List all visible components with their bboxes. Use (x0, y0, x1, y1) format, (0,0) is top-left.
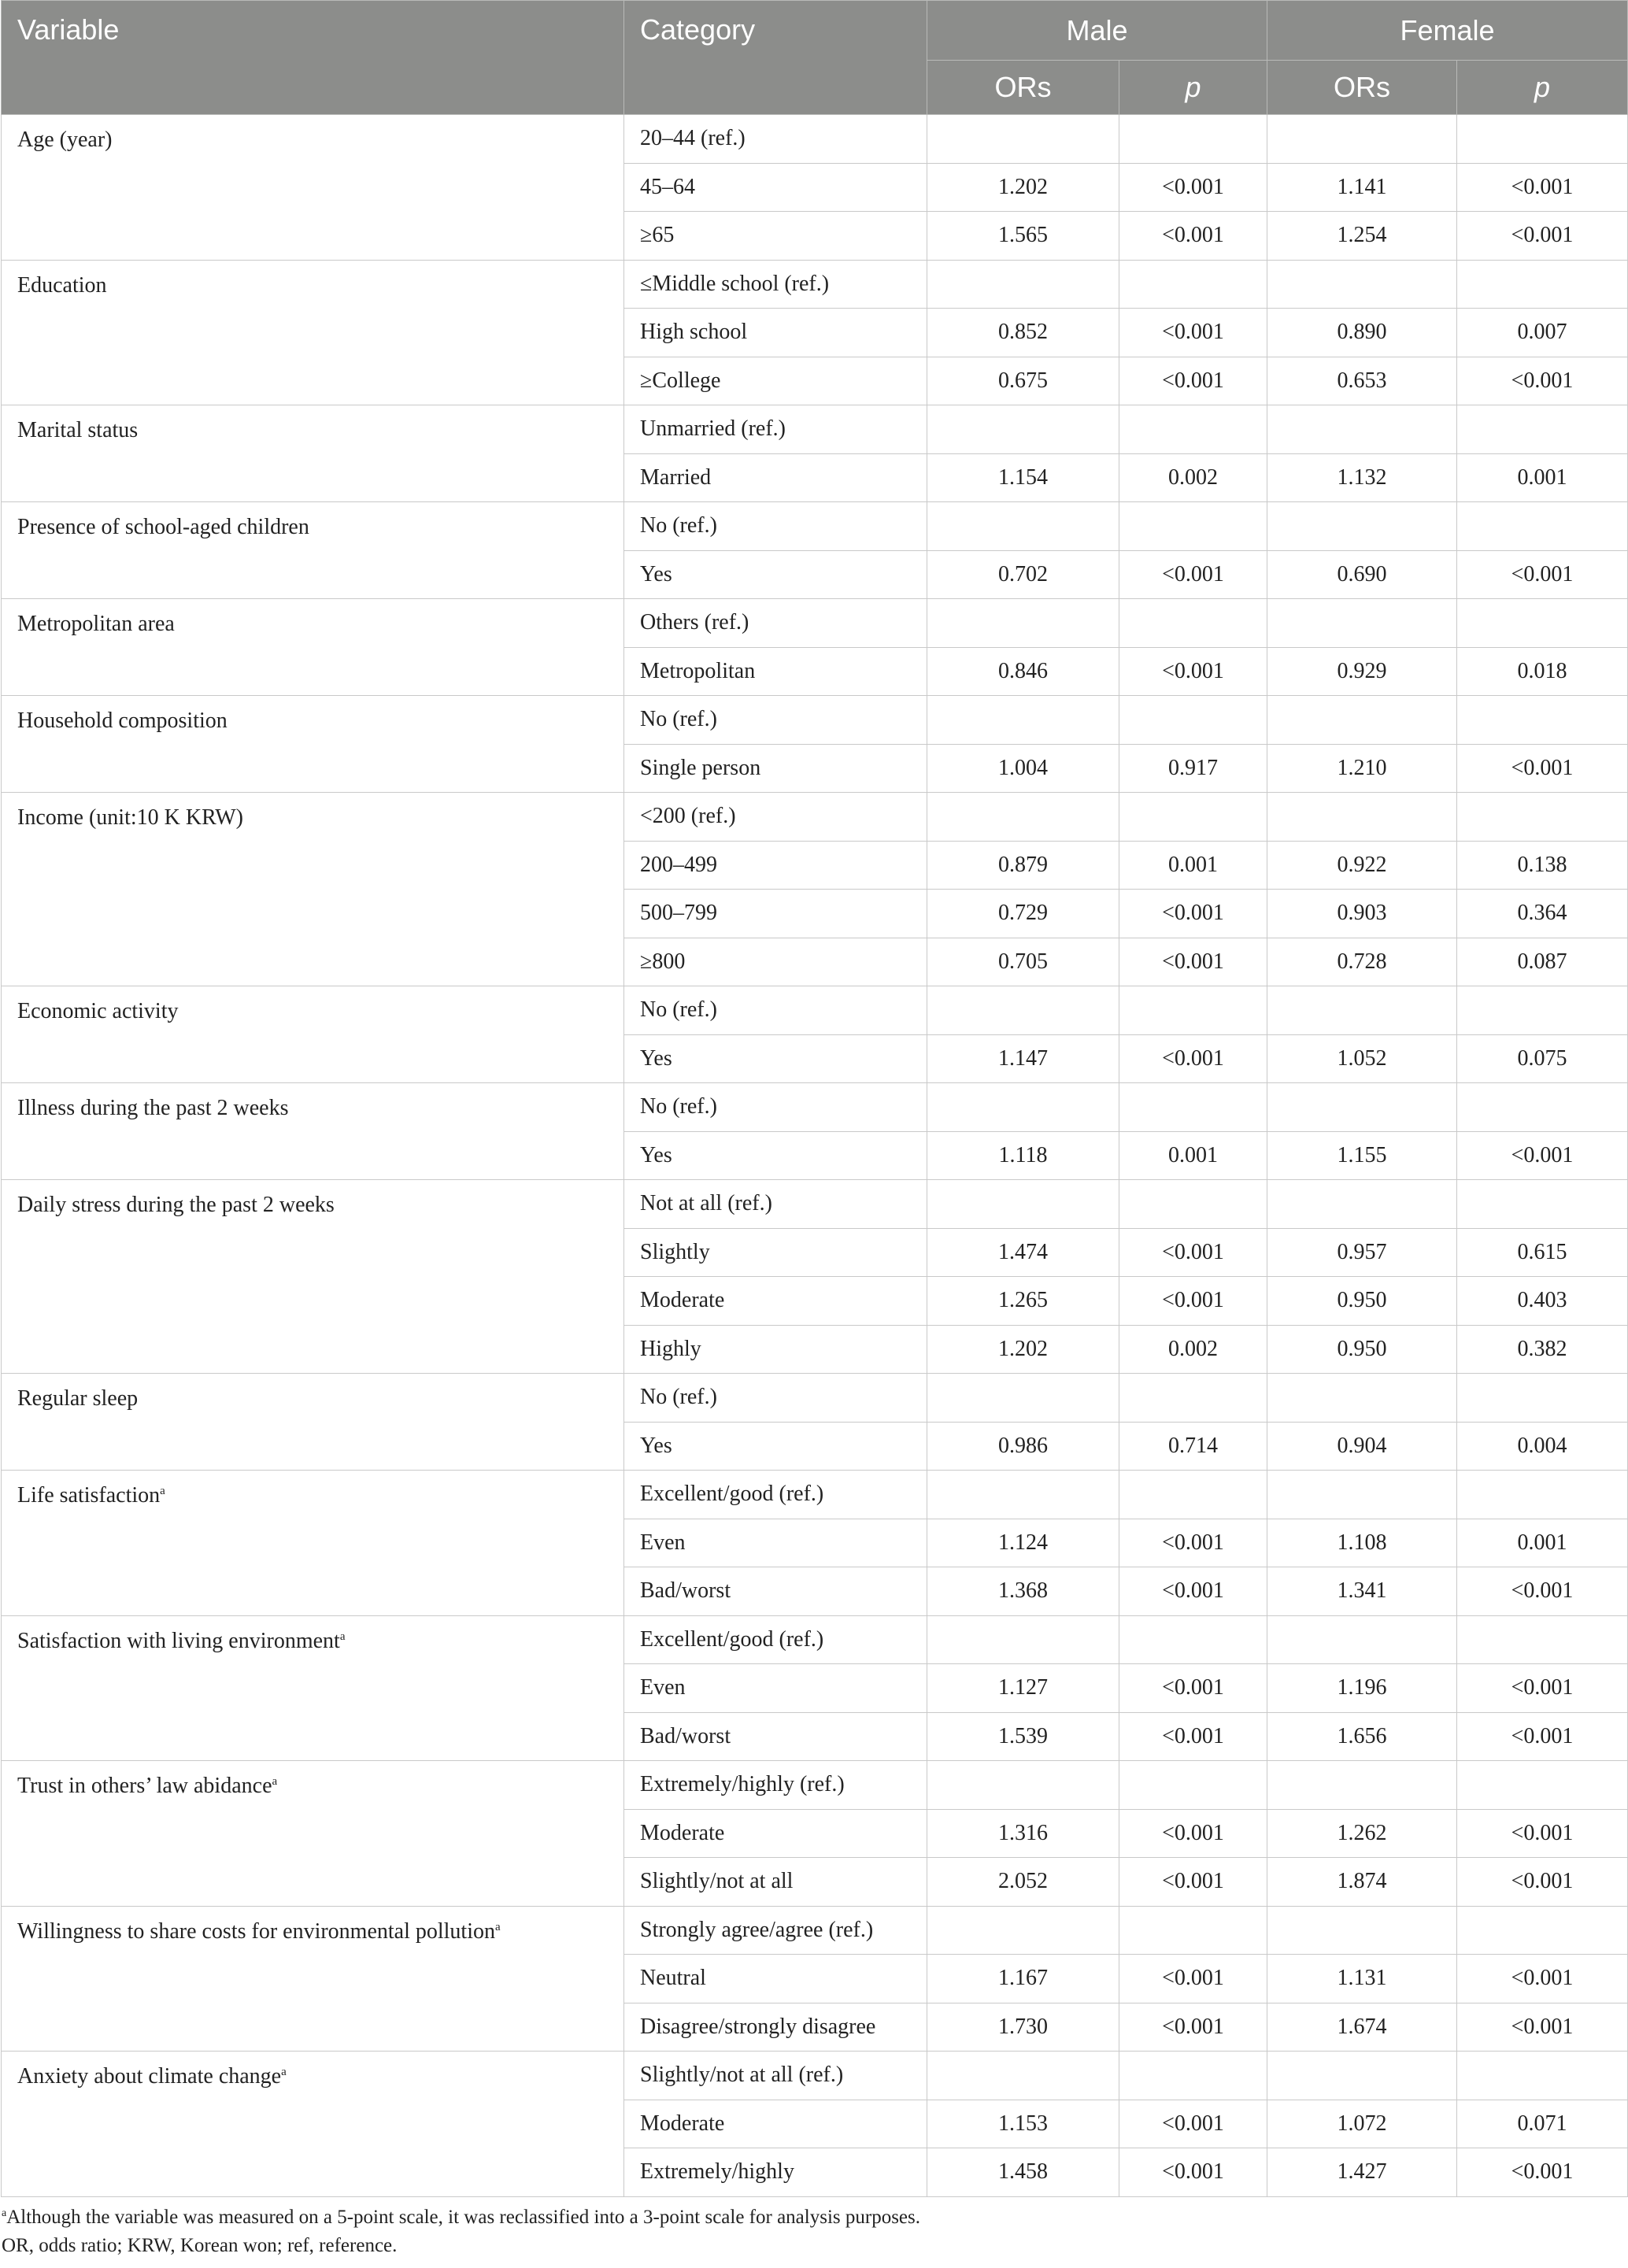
male-or-cell: 0.729 (927, 890, 1119, 938)
category-cell: No (ref.) (624, 986, 927, 1035)
female-p-cell: 0.382 (1457, 1325, 1628, 1374)
male-or-cell (927, 986, 1119, 1035)
variable-label: Illness during the past 2 weeks (17, 1096, 289, 1120)
variable-label: Household composition (17, 709, 228, 733)
male-or-cell (927, 2052, 1119, 2100)
variable-cell (2, 1471, 624, 1616)
female-or-cell (1267, 1615, 1457, 1664)
male-p-cell: <0.001 (1119, 1228, 1267, 1277)
category-cell: <200 (ref.) (624, 793, 927, 842)
table-row (2, 1374, 1628, 1423)
male-or-cell: 2.052 (927, 1858, 1119, 1907)
variable-cell (2, 405, 624, 502)
male-or-cell: 1.004 (927, 744, 1119, 793)
female-or-cell: 1.072 (1267, 2100, 1457, 2148)
category-cell: Slightly (624, 1228, 927, 1277)
male-or-cell (927, 793, 1119, 842)
female-or-cell (1267, 1083, 1457, 1132)
female-or-cell: 1.341 (1267, 1567, 1457, 1616)
male-p-cell (1119, 599, 1267, 648)
female-p-cell (1457, 1615, 1628, 1664)
category-cell: Excellent/good (ref.) (624, 1471, 927, 1519)
category-cell: Others (ref.) (624, 599, 927, 648)
male-or-cell: 1.202 (927, 163, 1119, 212)
male-or-cell: 1.167 (927, 1955, 1119, 2003)
female-p-cell: 0.615 (1457, 1228, 1628, 1277)
category-cell: Bad/worst (624, 1567, 927, 1616)
female-p-cell: 0.364 (1457, 890, 1628, 938)
table-row (2, 1083, 1628, 1132)
female-p-cell (1457, 1374, 1628, 1423)
category-cell: ≥65 (624, 212, 927, 261)
variable-cell (2, 599, 624, 696)
category-cell: Yes (624, 550, 927, 599)
male-p-cell: <0.001 (1119, 1034, 1267, 1083)
female-p-cell: 0.004 (1457, 1422, 1628, 1471)
male-or-cell (927, 1180, 1119, 1229)
female-p-cell: <0.001 (1457, 550, 1628, 599)
male-or-cell (927, 405, 1119, 454)
category-cell: 45–64 (624, 163, 927, 212)
female-or-cell: 1.132 (1267, 453, 1457, 502)
female-or-cell: 0.903 (1267, 890, 1457, 938)
male-p-cell: 0.001 (1119, 1131, 1267, 1180)
male-or-cell: 0.705 (927, 938, 1119, 986)
variable-cell (2, 793, 624, 986)
category-cell: Moderate (624, 2100, 927, 2148)
category-cell: Disagree/strongly disagree (624, 2003, 927, 2052)
male-p-cell: <0.001 (1119, 1809, 1267, 1858)
female-or-cell (1267, 1471, 1457, 1519)
footnote-marker: a (339, 1630, 346, 1643)
female-p-cell: 0.071 (1457, 2100, 1628, 2148)
variable-cell (2, 1761, 624, 1907)
female-p-cell (1457, 1906, 1628, 1955)
female-p-cell (1457, 405, 1628, 454)
female-p-cell (1457, 115, 1628, 164)
male-p-cell: <0.001 (1119, 647, 1267, 696)
table-row (2, 1180, 1628, 1229)
female-or-cell: 1.052 (1267, 1034, 1457, 1083)
female-p-cell: 0.018 (1457, 647, 1628, 696)
variable-label: Age (year) (17, 128, 113, 152)
female-p-cell (1457, 599, 1628, 648)
female-p-cell: <0.001 (1457, 163, 1628, 212)
male-or-cell (927, 1374, 1119, 1423)
male-or-cell (927, 1761, 1119, 1810)
female-or-cell: 1.108 (1267, 1519, 1457, 1567)
male-or-cell: 1.458 (927, 2148, 1119, 2197)
category-cell: Yes (624, 1034, 927, 1083)
male-or-cell (927, 1615, 1119, 1664)
variable-cell (2, 1180, 624, 1374)
female-or-cell: 0.950 (1267, 1325, 1457, 1374)
male-p-cell (1119, 793, 1267, 842)
male-or-cell (927, 115, 1119, 164)
footnote-a-marker: a (2, 2207, 7, 2219)
table-row (2, 1615, 1628, 1664)
female-p-cell: 0.138 (1457, 841, 1628, 890)
category-cell: Yes (624, 1131, 927, 1180)
female-p-cell: 0.075 (1457, 1034, 1628, 1083)
variable-label: Metropolitan area (17, 612, 175, 636)
variable-label: Marital status (17, 418, 139, 442)
male-or-cell: 1.474 (927, 1228, 1119, 1277)
header-variable: Variable (2, 1, 624, 115)
female-or-cell: 1.656 (1267, 1712, 1457, 1761)
category-cell: 500–799 (624, 890, 927, 938)
category-cell: No (ref.) (624, 696, 927, 745)
male-or-cell: 0.702 (927, 550, 1119, 599)
female-p-cell: <0.001 (1457, 1809, 1628, 1858)
male-or-cell: 1.153 (927, 2100, 1119, 2148)
category-cell: Yes (624, 1422, 927, 1471)
female-or-cell (1267, 986, 1457, 1035)
male-or-cell (927, 1471, 1119, 1519)
category-cell: Strongly agree/agree (ref.) (624, 1906, 927, 1955)
category-cell: Highly (624, 1325, 927, 1374)
male-or-cell: 1.565 (927, 212, 1119, 261)
female-p-cell: 0.403 (1457, 1277, 1628, 1326)
male-p-cell (1119, 2052, 1267, 2100)
female-p-cell (1457, 793, 1628, 842)
male-p-cell: 0.001 (1119, 841, 1267, 890)
header-female: Female (1267, 1, 1628, 61)
table-row (2, 696, 1628, 745)
female-or-cell: 0.690 (1267, 550, 1457, 599)
male-or-cell: 1.127 (927, 1664, 1119, 1713)
female-p-cell (1457, 696, 1628, 745)
variable-label: Economic activity (17, 999, 179, 1023)
female-or-cell: 0.922 (1267, 841, 1457, 890)
table-row (2, 793, 1628, 842)
variable-cell (2, 696, 624, 793)
variable-cell (2, 1615, 624, 1761)
male-p-cell (1119, 1083, 1267, 1132)
female-p-cell (1457, 986, 1628, 1035)
female-or-cell (1267, 1906, 1457, 1955)
male-p-cell: <0.001 (1119, 1955, 1267, 2003)
table-row (2, 1761, 1628, 1810)
female-p-cell: <0.001 (1457, 357, 1628, 405)
category-cell: No (ref.) (624, 502, 927, 551)
male-p-cell: <0.001 (1119, 357, 1267, 405)
female-or-cell: 0.653 (1267, 357, 1457, 405)
female-or-cell: 1.427 (1267, 2148, 1457, 2197)
female-or-cell (1267, 260, 1457, 309)
table-row (2, 986, 1628, 1035)
female-or-cell: 0.890 (1267, 309, 1457, 357)
female-or-cell: 1.210 (1267, 744, 1457, 793)
male-p-cell: 0.002 (1119, 1325, 1267, 1374)
category-cell: 200–499 (624, 841, 927, 890)
female-p-cell (1457, 1761, 1628, 1810)
female-p-cell: <0.001 (1457, 744, 1628, 793)
variable-label: Trust in others’ law abidance (17, 1774, 272, 1798)
female-or-cell (1267, 793, 1457, 842)
male-or-cell: 0.675 (927, 357, 1119, 405)
category-cell: Extremely/highly (ref.) (624, 1761, 927, 1810)
male-or-cell: 1.316 (927, 1809, 1119, 1858)
female-p-cell: <0.001 (1457, 1567, 1628, 1616)
female-or-cell: 1.155 (1267, 1131, 1457, 1180)
table-footnotes (2, 2203, 1628, 2260)
category-cell: Bad/worst (624, 1712, 927, 1761)
female-or-cell: 1.674 (1267, 2003, 1457, 2052)
female-p-cell: <0.001 (1457, 2148, 1628, 2197)
footnote-a (2, 2203, 1628, 2232)
footnote-marker: a (272, 1775, 278, 1788)
male-or-cell (927, 599, 1119, 648)
header-female-p: p (1457, 61, 1628, 115)
variable-label: Willingness to share costs for environmental pollution (17, 1918, 495, 1944)
footnote-marker: a (160, 1485, 165, 1497)
male-or-cell: 1.539 (927, 1712, 1119, 1761)
female-or-cell (1267, 502, 1457, 551)
odds-ratio-table (1, 0, 1628, 2197)
female-or-cell: 1.874 (1267, 1858, 1457, 1907)
male-or-cell: 0.846 (927, 647, 1119, 696)
variable-cell (2, 986, 624, 1083)
male-or-cell: 1.368 (927, 1567, 1119, 1616)
male-p-cell: 0.002 (1119, 453, 1267, 502)
table-row (2, 260, 1628, 309)
male-or-cell (927, 502, 1119, 551)
footnote-marker: a (281, 2066, 287, 2078)
category-cell: Single person (624, 744, 927, 793)
male-p-cell: <0.001 (1119, 2148, 1267, 2197)
footnote-marker: a (495, 1920, 501, 1933)
female-p-cell (1457, 1083, 1628, 1132)
category-cell: Slightly/not at all (ref.) (624, 2052, 927, 2100)
male-p-cell: 0.917 (1119, 744, 1267, 793)
category-cell: Unmarried (ref.) (624, 405, 927, 454)
male-p-cell (1119, 1761, 1267, 1810)
male-p-cell (1119, 1615, 1267, 1664)
male-or-cell (927, 696, 1119, 745)
table-row (2, 599, 1628, 648)
category-cell: Metropolitan (624, 647, 927, 696)
male-p-cell (1119, 115, 1267, 164)
female-p-cell: <0.001 (1457, 1712, 1628, 1761)
female-or-cell: 1.141 (1267, 163, 1457, 212)
header-male: Male (927, 1, 1267, 61)
male-p-cell: <0.001 (1119, 1567, 1267, 1616)
male-or-cell (927, 260, 1119, 309)
male-p-cell: <0.001 (1119, 938, 1267, 986)
male-or-cell: 0.852 (927, 309, 1119, 357)
variable-cell (2, 260, 624, 405)
female-or-cell (1267, 115, 1457, 164)
header-male-ors: ORs (927, 61, 1119, 115)
female-p-cell: <0.001 (1457, 2003, 1628, 2052)
male-p-cell (1119, 502, 1267, 551)
category-cell: Extremely/highly (624, 2148, 927, 2197)
female-or-cell: 0.950 (1267, 1277, 1457, 1326)
female-p-cell: <0.001 (1457, 1858, 1628, 1907)
category-cell: Even (624, 1519, 927, 1567)
female-or-cell: 0.929 (1267, 647, 1457, 696)
female-or-cell: 0.728 (1267, 938, 1457, 986)
table-row (2, 2052, 1628, 2100)
female-or-cell (1267, 1180, 1457, 1229)
male-p-cell (1119, 696, 1267, 745)
female-p-cell: <0.001 (1457, 1955, 1628, 2003)
female-or-cell (1267, 2052, 1457, 2100)
female-or-cell (1267, 1374, 1457, 1423)
male-p-cell: <0.001 (1119, 163, 1267, 212)
female-p-cell (1457, 502, 1628, 551)
category-cell: ≥College (624, 357, 927, 405)
male-or-cell: 1.202 (927, 1325, 1119, 1374)
male-or-cell (927, 1906, 1119, 1955)
variable-cell (2, 1083, 624, 1180)
header-category: Category (624, 1, 927, 115)
male-or-cell: 1.118 (927, 1131, 1119, 1180)
female-p-cell: 0.001 (1457, 1519, 1628, 1567)
female-or-cell: 1.254 (1267, 212, 1457, 261)
table-body (2, 115, 1628, 2197)
footnote-abbreviations: OR, odds ratio; KRW, Korean won; ref, reference. (2, 2234, 398, 2256)
male-or-cell: 0.986 (927, 1422, 1119, 1471)
variable-label: Presence of school-aged children (17, 515, 309, 539)
female-p-cell (1457, 1471, 1628, 1519)
male-p-cell (1119, 405, 1267, 454)
female-or-cell: 1.262 (1267, 1809, 1457, 1858)
male-p-cell: <0.001 (1119, 550, 1267, 599)
category-cell: Even (624, 1664, 927, 1713)
variable-cell (2, 1374, 624, 1471)
variable-label: Life satisfaction (17, 1483, 161, 1508)
variable-label: Regular sleep (17, 1386, 139, 1411)
female-p-cell: <0.001 (1457, 212, 1628, 261)
female-or-cell (1267, 599, 1457, 648)
category-cell: Not at all (ref.) (624, 1180, 927, 1229)
female-or-cell (1267, 696, 1457, 745)
variable-cell (2, 1906, 624, 2052)
table-row (2, 1471, 1628, 1519)
variable-label: Satisfaction with living environment (17, 1628, 340, 1653)
male-or-cell: 1.154 (927, 453, 1119, 502)
variable-label: Daily stress during the past 2 weeks (17, 1193, 335, 1217)
variable-cell (2, 2052, 624, 2197)
female-p-cell: 0.007 (1457, 309, 1628, 357)
female-p-cell: 0.001 (1457, 453, 1628, 502)
header-male-p: p (1119, 61, 1267, 115)
header-female-ors: ORs (1267, 61, 1457, 115)
table-row (2, 115, 1628, 164)
category-cell: Neutral (624, 1955, 927, 2003)
male-p-cell: <0.001 (1119, 1712, 1267, 1761)
male-p-cell (1119, 1471, 1267, 1519)
female-or-cell: 0.957 (1267, 1228, 1457, 1277)
table-row (2, 1906, 1628, 1955)
category-cell: Slightly/not at all (624, 1858, 927, 1907)
table-row (2, 502, 1628, 551)
female-or-cell: 1.131 (1267, 1955, 1457, 2003)
female-p-cell (1457, 260, 1628, 309)
category-cell: Moderate (624, 1809, 927, 1858)
male-p-cell: <0.001 (1119, 890, 1267, 938)
male-p-cell: <0.001 (1119, 1664, 1267, 1713)
male-p-cell: <0.001 (1119, 2003, 1267, 2052)
category-cell: Excellent/good (ref.) (624, 1615, 927, 1664)
female-or-cell: 1.196 (1267, 1664, 1457, 1713)
category-cell: No (ref.) (624, 1083, 927, 1132)
male-or-cell: 0.879 (927, 841, 1119, 890)
female-or-cell (1267, 1761, 1457, 1810)
male-or-cell: 1.265 (927, 1277, 1119, 1326)
category-cell: ≥800 (624, 938, 927, 986)
variable-cell (2, 115, 624, 261)
female-p-cell (1457, 1180, 1628, 1229)
female-p-cell (1457, 2052, 1628, 2100)
male-or-cell: 1.124 (927, 1519, 1119, 1567)
male-p-cell: <0.001 (1119, 2100, 1267, 2148)
variable-label: Income (unit:10 K KRW) (17, 805, 243, 830)
table-row (2, 405, 1628, 454)
variable-label: Anxiety about climate change (17, 2064, 282, 2089)
female-p-cell: 0.087 (1457, 938, 1628, 986)
table-header (2, 1, 1628, 115)
male-p-cell (1119, 260, 1267, 309)
female-or-cell: 0.904 (1267, 1422, 1457, 1471)
male-p-cell (1119, 1180, 1267, 1229)
category-cell: No (ref.) (624, 1374, 927, 1423)
category-cell: 20–44 (ref.) (624, 115, 927, 164)
variable-cell (2, 502, 624, 599)
male-or-cell (927, 1083, 1119, 1132)
male-p-cell: <0.001 (1119, 212, 1267, 261)
footnote-a-text: Although the variable was measured on a 5-point scale, it was reclassified into a 3-point scale for analysis purposes. (6, 2206, 920, 2228)
variable-label: Education (17, 272, 107, 298)
female-p-cell: <0.001 (1457, 1131, 1628, 1180)
male-p-cell: 0.714 (1119, 1422, 1267, 1471)
male-or-cell: 1.730 (927, 2003, 1119, 2052)
female-p-cell: <0.001 (1457, 1664, 1628, 1713)
female-or-cell (1267, 405, 1457, 454)
category-cell: High school (624, 309, 927, 357)
category-cell: Moderate (624, 1277, 927, 1326)
category-cell: ≤Middle school (ref.) (624, 260, 927, 309)
male-p-cell: <0.001 (1119, 309, 1267, 357)
male-p-cell (1119, 1906, 1267, 1955)
category-cell: Married (624, 453, 927, 502)
male-p-cell: <0.001 (1119, 1858, 1267, 1907)
male-p-cell (1119, 1374, 1267, 1423)
male-p-cell: <0.001 (1119, 1519, 1267, 1567)
male-p-cell: <0.001 (1119, 1277, 1267, 1326)
male-p-cell (1119, 986, 1267, 1035)
male-or-cell: 1.147 (927, 1034, 1119, 1083)
